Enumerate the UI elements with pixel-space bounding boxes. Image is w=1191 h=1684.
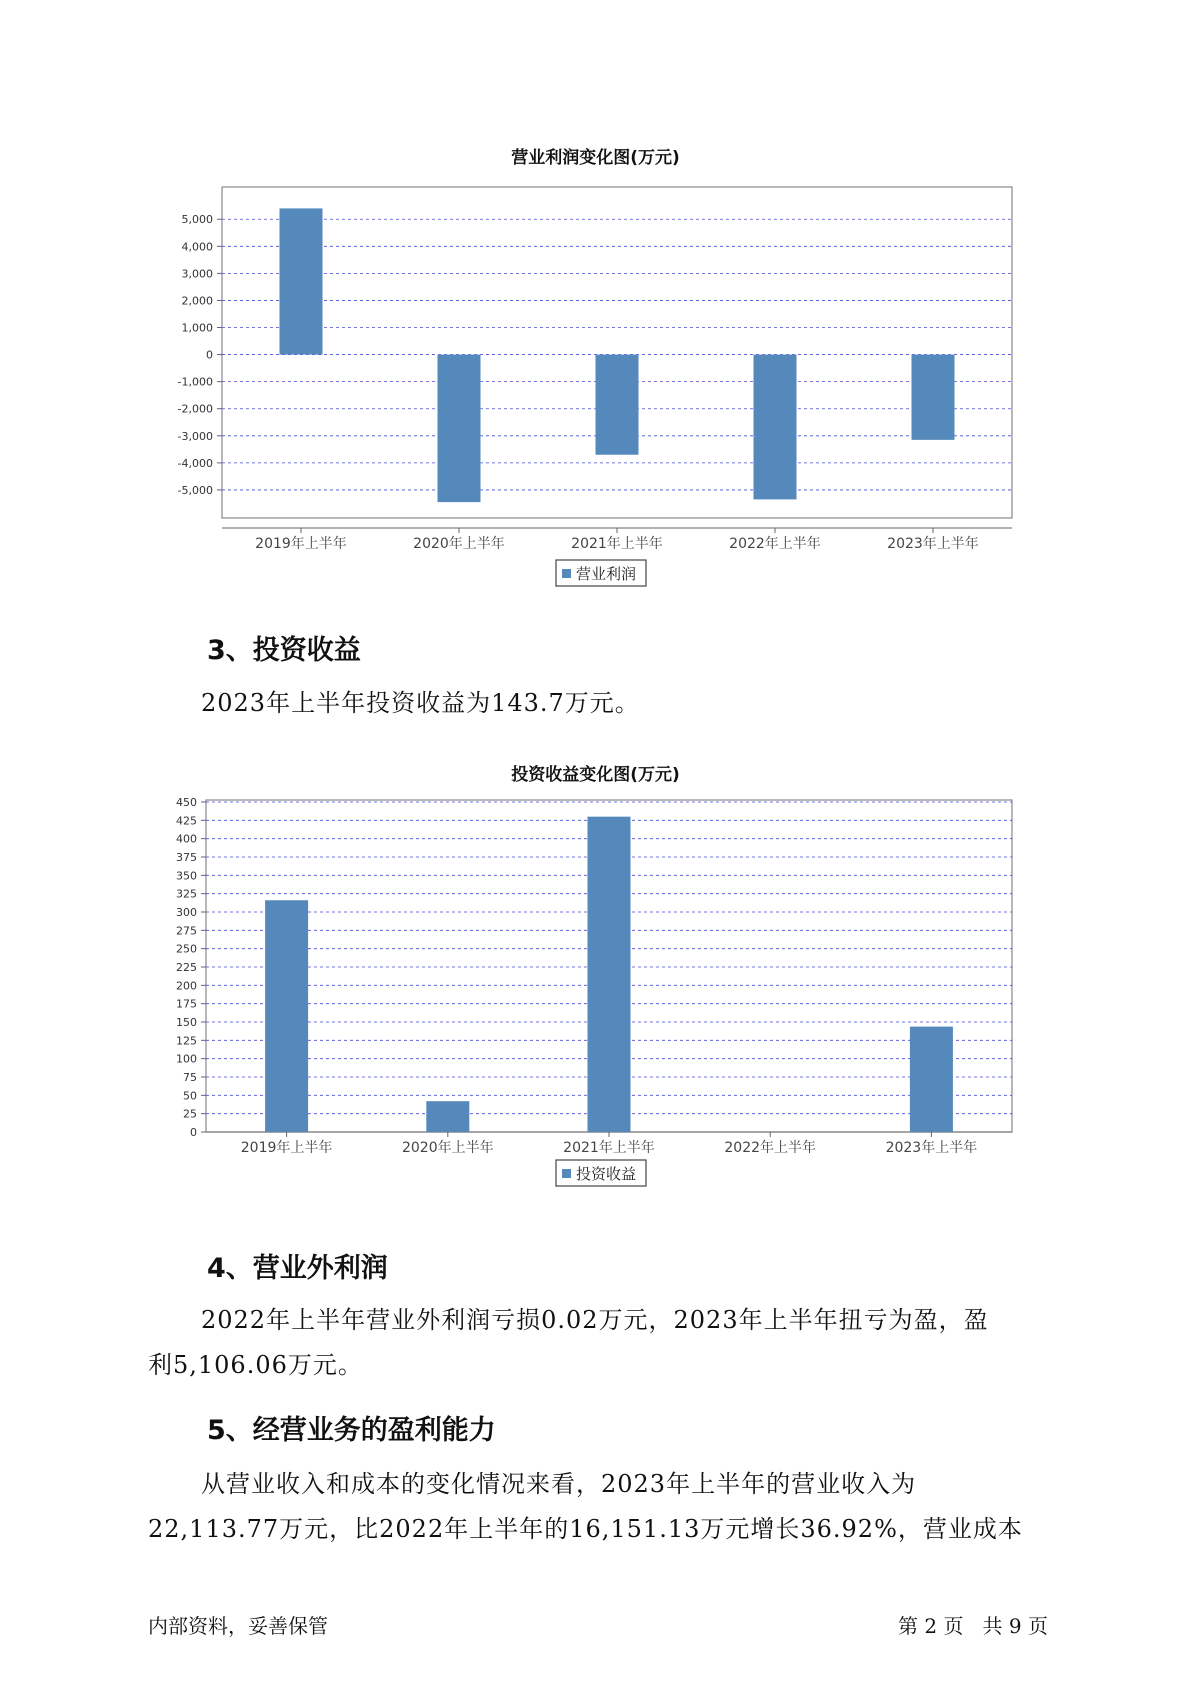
y-tick-label: 275: [176, 924, 197, 938]
y-tick-label: 425: [176, 814, 197, 828]
bar: [912, 355, 955, 440]
y-tick-label: 350: [176, 869, 197, 883]
footer-left: 内部资料，妥善保管: [148, 1614, 328, 1638]
operating-profit-chart: [0, 170, 1191, 590]
section3-text: 2023年上半年投资收益为143.7万元。: [201, 689, 640, 717]
y-tick-label: 450: [176, 796, 197, 809]
footer-page-number: 第 2 页 共 9 页: [898, 1614, 1048, 1638]
y-tick-label: -5,000: [177, 483, 213, 497]
section4-heading: 4、营业外利润: [207, 1253, 388, 1284]
y-tick-label: 250: [176, 942, 197, 956]
y-tick-label: -3,000: [177, 429, 213, 443]
y-tick-label: 325: [176, 887, 197, 901]
x-tick-label: 2021年上半年: [563, 1140, 655, 1156]
bar: [588, 817, 631, 1132]
x-tick-label: 2022年上半年: [724, 1140, 817, 1156]
plot-frame: [222, 187, 1012, 518]
y-tick-label: 2,000: [181, 294, 213, 308]
bar: [438, 355, 481, 503]
y-tick-label: 150: [176, 1016, 197, 1029]
y-tick-label: 400: [176, 832, 197, 846]
x-tick-label: 2021年上半年: [571, 536, 663, 552]
legend: [556, 1160, 646, 1186]
x-tick-label: 2020年上半年: [413, 536, 505, 552]
legend-swatch: [562, 569, 571, 578]
section4-line2: 利5,106.06万元。: [148, 1351, 363, 1379]
y-tick-label: 0: [190, 1126, 197, 1139]
section5-line2: 22,113.77万元，比2022年上半年的16,151.13万元增长36.92%，营业成本: [148, 1515, 1023, 1543]
y-tick-label: -4,000: [177, 456, 213, 470]
x-tick-label: 2023年上半年: [885, 1140, 978, 1156]
bar: [596, 355, 639, 455]
legend-label: 营业利润: [576, 565, 637, 583]
chart2-title: 投资收益变化图(万元): [511, 765, 680, 785]
y-tick-label: 0: [206, 348, 213, 362]
x-tick-label: 2020年上半年: [401, 1140, 494, 1156]
y-tick-label: 300: [176, 906, 197, 919]
y-tick-label: -1,000: [177, 375, 213, 389]
y-tick-label: 3,000: [181, 267, 213, 281]
y-tick-label: -2,000: [177, 402, 213, 416]
chart1-title: 营业利润变化图(万元): [511, 148, 680, 168]
y-tick-label: 225: [176, 961, 197, 974]
y-tick-label: 5,000: [181, 213, 213, 227]
section5-line1: 从营业收入和成本的变化情况来看，2023年上半年的营业收入为: [201, 1470, 917, 1498]
y-tick-label: 175: [176, 997, 197, 1011]
x-tick-label: 2019年上半年: [240, 1140, 333, 1156]
bar: [910, 1027, 953, 1132]
bar: [426, 1101, 469, 1132]
legend: [556, 560, 646, 586]
investment-income-chart: [0, 790, 1191, 1210]
y-tick-label: 25: [183, 1107, 197, 1121]
x-tick-label: 2019年上半年: [255, 536, 347, 552]
y-tick-label: 75: [183, 1071, 197, 1084]
legend-label: 投资收益: [576, 1165, 637, 1183]
legend-swatch: [562, 1169, 571, 1178]
y-tick-label: 100: [176, 1052, 197, 1066]
section5-heading: 5、经营业务的盈利能力: [207, 1415, 496, 1446]
y-tick-label: 125: [176, 1034, 197, 1048]
bar: [280, 208, 323, 354]
bar: [265, 900, 308, 1132]
y-tick-label: 200: [176, 979, 197, 993]
bar: [754, 355, 797, 500]
y-tick-label: 4,000: [181, 240, 213, 254]
x-tick-label: 2022年上半年: [729, 536, 821, 552]
y-tick-label: 50: [183, 1089, 197, 1103]
y-tick-label: 375: [176, 851, 197, 864]
y-tick-label: 1,000: [181, 321, 213, 335]
section3-heading: 3、投资收益: [207, 635, 361, 666]
section4-line1: 2022年上半年营业外利润亏损0.02万元，2023年上半年扭亏为盈，盈: [201, 1306, 989, 1334]
x-tick-label: 2023年上半年: [887, 536, 979, 552]
